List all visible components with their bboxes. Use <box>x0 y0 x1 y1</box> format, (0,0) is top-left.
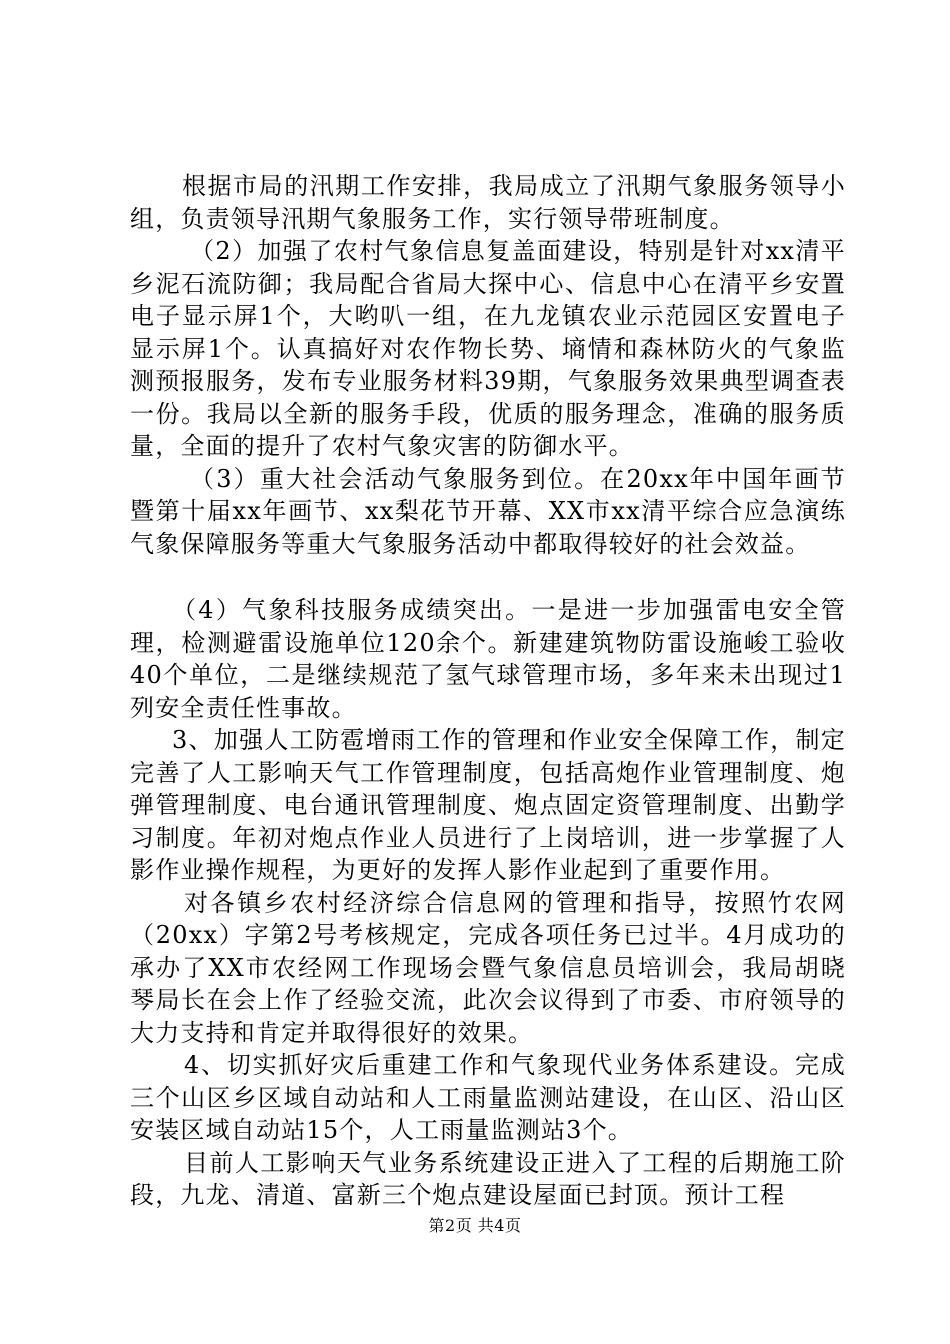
paragraph-tech-service: （4）气象科技服务成绩突出。一是进一步加强雷电安全管理，检测避雷设施单位120余个。新建建筑物防雷设施峻工验收40个单位，二是继续规范了氢气球管理市场，多年来未出现过1列安全责任性事故。 <box>130 596 846 722</box>
paragraph-reconstruction: 4、切实抓好灾后重建工作和气象现代业务体系建设。完成三个山区乡区域自动站和人工雨量监测站建设，在山区、沿山区安装区域自动站15个，人工雨量监测站3个。 <box>130 1051 846 1144</box>
page-footer: 第2页 共4页 <box>428 1216 522 1235</box>
paragraph-rural-info-coverage: （2）加强了农村气象信息复盖面建设，特别是针对xx清平乡泥石流防御；我局配合省局大探中心、信息中心在清平乡安置电子显示屏1个，大哟叭一组，在九龙镇农业示范园区安置电子显示屏1个。认真搞好对农作物长势、墒情和森林防火的气象监测预报服务，发布专业服务材料39期，气象服务效果典型调查表一份。我局以全新的服务手段，优质的服务理念，准确的服务质量，全面的提升了农村气象灾害的防御水平。 <box>130 237 846 460</box>
paragraph-hail-rain-safety: 3、加强人工防雹增雨工作的管理和作业安全保障工作，制定完善了人工影响天气工作管理制度，包括高炮作业管理制度、炮弹管理制度、电台通讯管理制度、炮点固定资管理制度、出勤学习制度。年初对炮点作业人员进行了上岗培训，进一步掌握了人影作业操作规程，为更好的发挥人影作业起到了重要作用。 <box>130 726 846 884</box>
paragraph-rural-economy-network: 对各镇乡农村经济综合信息网的管理和指导，按照竹农网（20xx）字第2号考核规定，完成各项任务已过半。4月成功的承办了XX市农经网工作现场会暨气象信息员培训会，我局胡晓琴局长在会上作了经验交流，此次会议得到了市委、市府领导的大力支持和肯定并取得很好的效果。 <box>130 888 846 1047</box>
paragraph-major-events-service: （3）重大社会活动气象服务到位。在20xx年中国年画节暨第十届xx年画节、xx梨花节开幕、XX市xx清平综合应急演练气象保障服务等重大气象服务活动中都取得较好的社会效益。 <box>130 464 846 558</box>
document-body <box>130 170 846 1212</box>
paragraph-weather-modification-system: 目前人工影响天气业务系统建设正进入了工程的后期施工阶段，九龙、清道、富新三个炮点建设屋面已封顶。预计工程 <box>130 1148 846 1209</box>
paragraph-flood-leadership: 根据市局的汛期工作安排，我局成立了汛期气象服务领导小组，负责领导汛期气象服务工作，实行领导带班制度。 <box>130 172 846 233</box>
